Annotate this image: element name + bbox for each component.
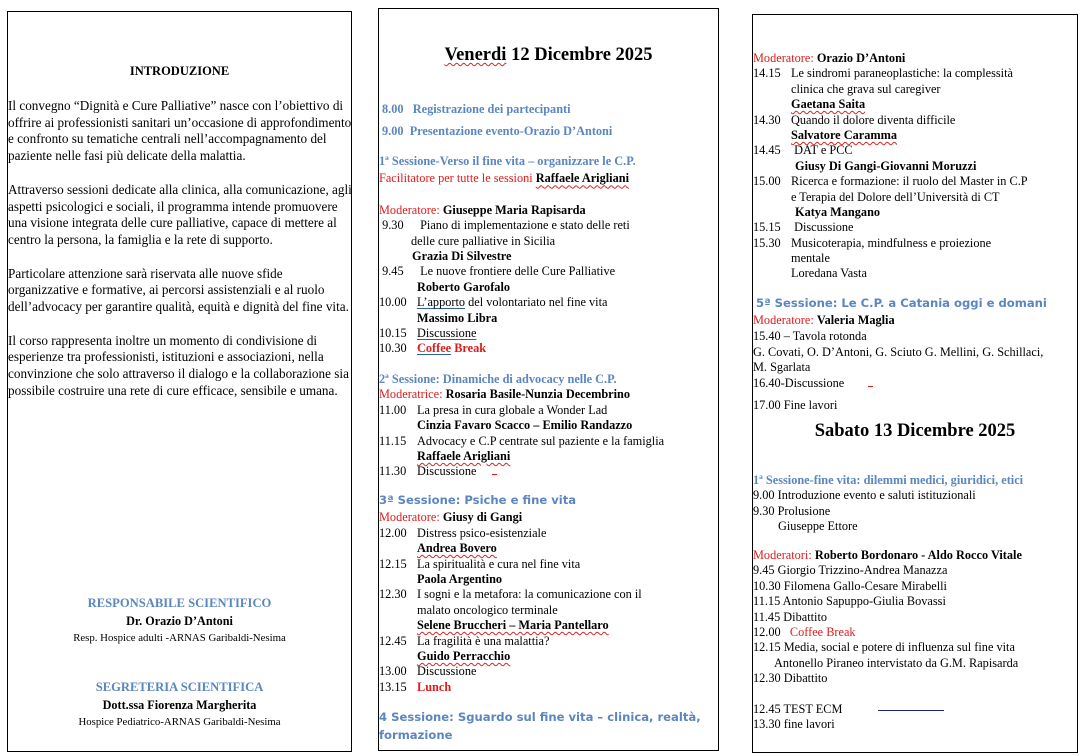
intro-panel [7,11,352,752]
agenda-time: 9.45 [382,264,404,279]
moderator-name: Roberto Bordonaro - Aldo Rocco Vitale [814,548,1022,562]
moderator-name: Giuseppe Maria Rapisarda [442,202,586,217]
agenda-time: 10.30 [379,341,407,356]
agenda-title: La spiritualità e cura nel fine vita [417,556,581,571]
agenda-title: Le sindromi paraneoplastiche: la complessità [791,66,1013,81]
agenda-title: La fragilità è una malattia? [417,633,550,648]
session-3 [379,493,718,695]
agenda-time: 12.45 [379,633,407,648]
intro-paragraph: Particolare attenzione sarà riservata alle nuove sfide organizzative e formative, ai percorsi assistenziali e al ruolo dell’advocacy per garantire qualità, equità e dignità del fine vita. [8,265,349,315]
session-title: 4 Sessione: Sguardo sul fine vita – clinica, realtà, [379,710,701,724]
agenda-item [753,174,1077,189]
session-line: 12.15 Media, social e potere di influenza sul fine vita [753,640,1015,655]
agenda-title: Piano di implementazione e stato delle reti [420,218,630,233]
friday-title-day: Venerdi [444,45,507,65]
session-line [753,376,1077,391]
agenda-linked [379,341,451,355]
speaker-name: Andrea Bovero [417,541,497,556]
agenda-speaker: Massimo Libra [417,310,498,325]
opening-block [382,102,721,139]
agenda-speaker: Katya Mangano [795,204,881,219]
agenda-item [379,526,718,541]
agenda-title-part: L’apporto [417,295,466,310]
session-line: 9.45 Giorgio Trizzino-Andrea Manazza [753,563,948,578]
saturday-session-1 [753,473,1077,535]
moderator-name: Orazio D’Antoni [816,51,906,65]
coffee-label: Coffee Break [789,624,856,639]
session-title-cont: formazione [379,728,453,742]
intro-paragraph: Il corso rappresenta inoltre un momento di condivisione di esperienze tra professionisti, istituzioni e associazioni, nella convinzione che solo attraverso il dialogo e la collaborazione sia possibile costruire una rete di cure efficace, sensibile e umana. [8,332,349,398]
facilitator-label: Facilitatore per tutte le sessioni [379,171,533,186]
opening-item [382,102,721,124]
agenda-item [379,403,718,418]
agenda-time: 10.00 [379,295,407,310]
session-title: 1ª Sessione-Verso il fine vita – organizzare le C.P. [379,154,636,168]
speaker-name: Raffaele Arigliani [417,448,511,463]
agenda-title: I sogni e la metafora: la comunicazione con il [417,587,642,602]
agenda-item [379,664,718,679]
responsabile-name: Dr. Orazio D’Antoni [126,614,233,628]
moderator-label: Moderatore: [379,510,440,525]
agenda-time: 10.15 [379,325,407,340]
session-title: 1ª Sessione-fine vita: dilemmi medici, giuridici, etici [753,473,1024,487]
speaker-name: Salvatore Caramma [791,127,897,142]
agenda-item [379,295,718,310]
friday-morning-panel [378,8,719,751]
agenda-time: 12.30 [379,587,407,602]
session-line: 9.00 Introduzione evento e saluti istituzionali [753,488,976,503]
lunch-label: Lunch [417,679,452,694]
session-4 [753,51,1077,282]
facilitator-line [379,171,718,186]
agenda-item [379,634,718,649]
responsabile-scientifico [8,596,351,644]
opening-item [382,124,721,139]
discussion-text: 16.40-Discussione [753,376,845,391]
agenda-title: Quando il dolore diventa difficile [791,112,956,127]
test-line [753,702,1077,717]
moderator-label: Moderatore: [753,313,814,328]
session-title: 2ª Sessione: Dinamiche di advocacy nelle C.P. [379,372,617,386]
moderator-label: Moderatore: [753,51,814,65]
moderator-line [753,548,1077,563]
segreteria-scientifica [8,680,351,728]
opening-text: Presentazione evento-Orazio D’Antoni [409,124,613,138]
agenda-item [379,218,718,233]
session-2 [379,372,718,480]
session-line: 11.15 Antonio Sapuppo-Giulia Bovassi [753,594,946,609]
agenda-speaker: Roberto Garofalo [417,279,511,294]
agenda-item [753,66,1077,81]
end-line: 13.30 fine lavori [753,716,835,731]
moderator-name: Rosaria Basile-Nunzia Decembrino [445,387,631,402]
agenda-title-cont: clinica che grava sul caregiver [791,81,941,96]
moderator-line [753,313,1077,328]
intro-paragraph: Attraverso sessioni dedicate alla clinica, alla comunicazione, agli aspetti psicologici e sociali, il programma intende promuovere una visione integrata delle cure palliative, capace di mettere al centro la persona, la famiglia e la rete di supporto. [8,181,352,247]
friday-title [379,45,718,66]
friday-afternoon-saturday-panel [752,14,1078,753]
agenda-item [753,143,1077,158]
agenda-title: DAT e PCC [794,143,853,158]
moderator-line [379,203,718,218]
session-title: 5ª Sessione: Le C.P. a Catania oggi e domani [756,296,1047,310]
friday-title-date: 12 Dicembre 2025 [506,45,653,65]
agenda-time: 13.15 [379,679,407,694]
agenda-speaker [753,128,1077,143]
moderator-label: Moderatori: [753,548,812,562]
agenda-item [379,264,718,279]
agenda-speaker: Giusy Di Gangi-Giovanni Moruzzi [795,158,977,173]
speaker-name: Selene Bruccheri – Maria Pantellaro [417,618,609,633]
agenda-title: Musicoterapia, mindfulness e proiezione [791,235,992,250]
agenda-item [379,326,718,341]
edit-mark [868,380,873,387]
agenda-title-cont: delle cure palliative in Sicilia [411,233,556,248]
break-label: Break [451,341,487,356]
agenda-time: 15.30 [753,235,781,250]
session-line: 9.30 Prolusione [753,503,831,518]
segreteria-name: Dott.ssa Fiorenza Margherita [102,698,257,712]
coffee-line [753,625,1077,640]
facilitator-name: Raffaele Arigliani [535,171,629,186]
coffee-time: 12.00 [753,624,781,639]
responsabile-affiliation: Resp. Hospice adulti -ARNAS Garibaldi-Nesima [73,632,286,644]
session-speaker: Antonello Piraneo intervistato da G.M. Rapisarda [774,655,1019,670]
agenda-time: 15.00 [753,174,781,189]
agenda-speaker: Loredana Vasta [791,266,867,281]
agenda-title: Distress psico-esistenziale [417,525,547,540]
agenda-speaker: Grazia Di Silvestre [412,248,512,263]
agenda-time: 12.15 [379,556,407,571]
agenda-time: 11.15 [379,433,407,448]
segreteria-heading: SEGRETERIA SCIENTIFICA [95,680,264,694]
responsabile-heading: RESPONSABILE SCIENTIFICO [87,596,272,610]
end-line: 17.00 Fine lavori [753,397,838,412]
agenda-item [379,557,718,572]
agenda-item [379,587,718,602]
speaker-name: Guido Perracchio [417,648,511,663]
moderator-line [379,387,718,402]
moderator-line [753,51,1077,66]
opening-time: 9.00 [382,124,404,138]
session-1 [379,154,718,357]
intro-body [8,98,353,417]
agenda-speaker [379,449,718,464]
session-line: 15.40 – Tavola rotonda [753,328,867,343]
agenda-time: 12.00 [379,525,407,540]
agenda-time: 13.00 [379,664,407,679]
intro-paragraph: Il convegno “Dignità e Cure Palliative” nasce con l’obiettivo di offrire ai professionisti sanitari un’occasione di approfondimento e confronto su tematiche centrali nell’accompagnamento del paziente nelle fasi più delicate della malattia. [8,98,352,164]
agenda-item [753,113,1077,128]
agenda-item [379,434,718,449]
agenda-time: 15.15 [753,220,781,235]
blank-line [878,709,944,711]
intro-title: INTRODUZIONE [129,64,230,78]
speaker-name: Gaetana Saita [791,97,866,112]
session-line: 12.30 Dibattito [753,671,828,686]
agenda-item [379,680,718,695]
moderator-line [379,510,718,525]
agenda-title-cont: malato oncologico terminale [417,602,558,617]
agenda-speaker [753,97,1077,112]
agenda-item [753,236,1077,251]
agenda-time: 14.45 [753,143,781,158]
session-4-title [379,708,718,744]
agenda-item [379,464,718,479]
agenda-title: Ricerca e formazione: il ruolo del Master in C.P [791,174,1028,189]
agenda-time-linked [379,295,465,309]
coffee-label: Coffee [417,341,452,356]
session-speaker: Giuseppe Ettore [778,519,858,534]
edit-mark [492,468,497,475]
test-label: 12.45 TEST ECM [753,701,843,716]
agenda-title: Discussione [417,664,477,679]
agenda-linked [379,326,476,340]
agenda-speaker [379,541,718,556]
agenda-speaker [379,649,718,664]
agenda-title: Discussione [794,220,854,235]
agenda-title-cont: mentale [791,251,830,266]
moderator-name: Valeria Maglia [816,313,895,328]
agenda-time: 11.30 [379,464,407,479]
moderator-label: Moderatrice: [379,387,443,402]
saturday-session-2 [753,548,1077,732]
agenda-title: Discussione [417,325,477,340]
session-line: 10.30 Filomena Gallo-Cesare Mirabelli [753,578,947,593]
session-line: 11.45 Dibattito [753,609,828,624]
agenda-title-cont: e Terapia del Dolore dell’Università di CT [791,189,1000,204]
session-title: 3ª Sessione: Psiche e fine vita [379,493,577,507]
agenda-item [753,220,1077,235]
opening-text: Registrazione dei partecipanti [412,102,571,116]
moderator-label: Moderatore: [379,202,440,217]
session-line: G. Covati, O. D’Antoni, G. Sciuto G. Mellini, G. Schillaci, [753,344,1044,359]
agenda-speaker [379,618,718,633]
agenda-time: 9.30 [382,218,404,233]
agenda-title-part: del volontariato nel fine vita [465,295,608,310]
agenda-title: Advocacy e C.P centrate sul paziente e la famiglia [417,433,665,448]
opening-time: 8.00 [382,102,404,116]
agenda-title: La presa in cura globale a Wonder Lad [417,402,608,417]
session-5 [753,296,1077,413]
agenda-time: 11.00 [379,402,407,417]
agenda-title: Le nuove frontiere delle Cure Palliative [420,264,616,279]
moderator-name: Giusy di Gangi [442,510,523,525]
agenda-title: Discussione [417,464,477,479]
agenda-time: 14.15 [753,66,781,81]
session-line: M. Sgarlata [753,360,811,375]
agenda-item [379,341,718,356]
segreteria-affiliation: Hospice Pediatrico-ARNAS Garibaldi-Nesima [78,716,281,728]
agenda-speaker: Paola Argentino [417,571,503,586]
saturday-title: Sabato 13 Dicembre 2025 [814,421,1016,441]
agenda-speaker: Cinzia Favaro Scacco – Emilio Randazzo [417,418,633,433]
agenda-time: 14.30 [753,112,781,127]
